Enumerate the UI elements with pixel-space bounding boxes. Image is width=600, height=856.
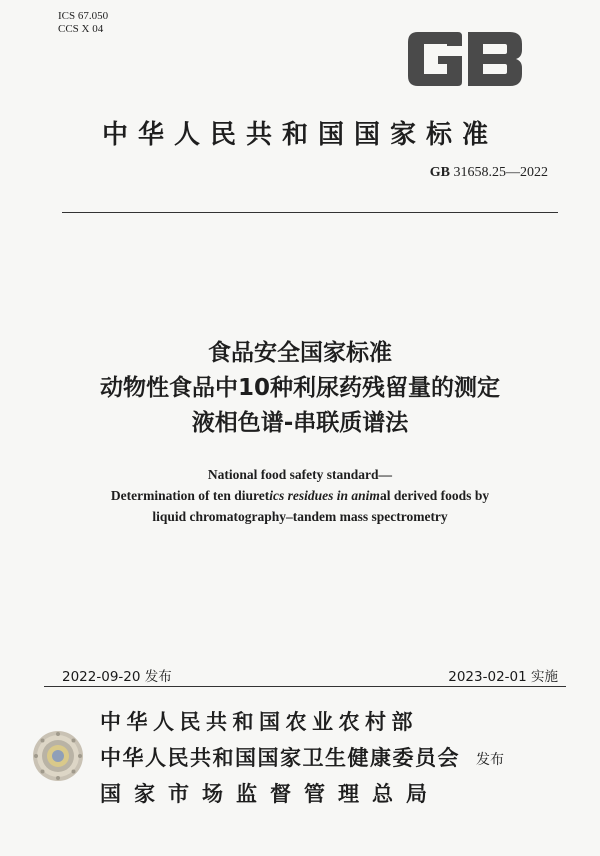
classification-codes	[58, 10, 108, 36]
english-title-line-2-c: al derived foods by	[379, 488, 490, 503]
issuer-market-regulation: 国家市场监督管理总局	[100, 782, 440, 806]
english-title-line-3: liquid chromatography–tandem mass spectrometry	[152, 509, 448, 524]
english-title-line-2	[0, 485, 600, 506]
publish-label: 发布	[476, 752, 504, 768]
issuing-authorities	[100, 704, 460, 812]
english-title-line-1: National food safety standard—	[207, 467, 393, 482]
english-title	[0, 464, 600, 527]
issuer-ministry-agriculture: 中华人民共和国农业农村部	[100, 710, 418, 734]
ics-code: ICS 67.050	[58, 10, 109, 22]
standard-code	[430, 165, 548, 181]
national-emblem-icon	[32, 730, 84, 782]
english-title-line-2-a: Determination of ten diuret	[110, 488, 270, 503]
ccs-code: CCS X 04	[58, 23, 104, 35]
chinese-title-line-3: 液相色谱-串联质谱法	[191, 410, 409, 436]
national-standard-heading: 中华人民共和国国家标准	[101, 120, 498, 150]
chinese-title	[0, 336, 600, 441]
gb-logo-text: GB	[406, 30, 408, 31]
chinese-title-line-2: 动物性食品中10种利尿药残留量的测定	[99, 375, 500, 401]
chinese-title-line-1: 食品安全国家标准	[208, 340, 392, 366]
gb-logo	[406, 30, 524, 88]
issue-date: 2022-09-20 发布	[62, 669, 172, 685]
english-title-line-2-b: ics residues in anim	[269, 488, 380, 503]
top-divider	[62, 212, 558, 213]
implementation-date: 2023-02-01 实施	[448, 669, 558, 685]
issuer-health-commission: 中华人民共和国国家卫生健康委员会	[100, 746, 460, 770]
bottom-divider	[44, 686, 566, 687]
standard-code-number: 31658.25—2022	[453, 165, 548, 180]
standard-code-prefix: GB	[429, 165, 450, 180]
